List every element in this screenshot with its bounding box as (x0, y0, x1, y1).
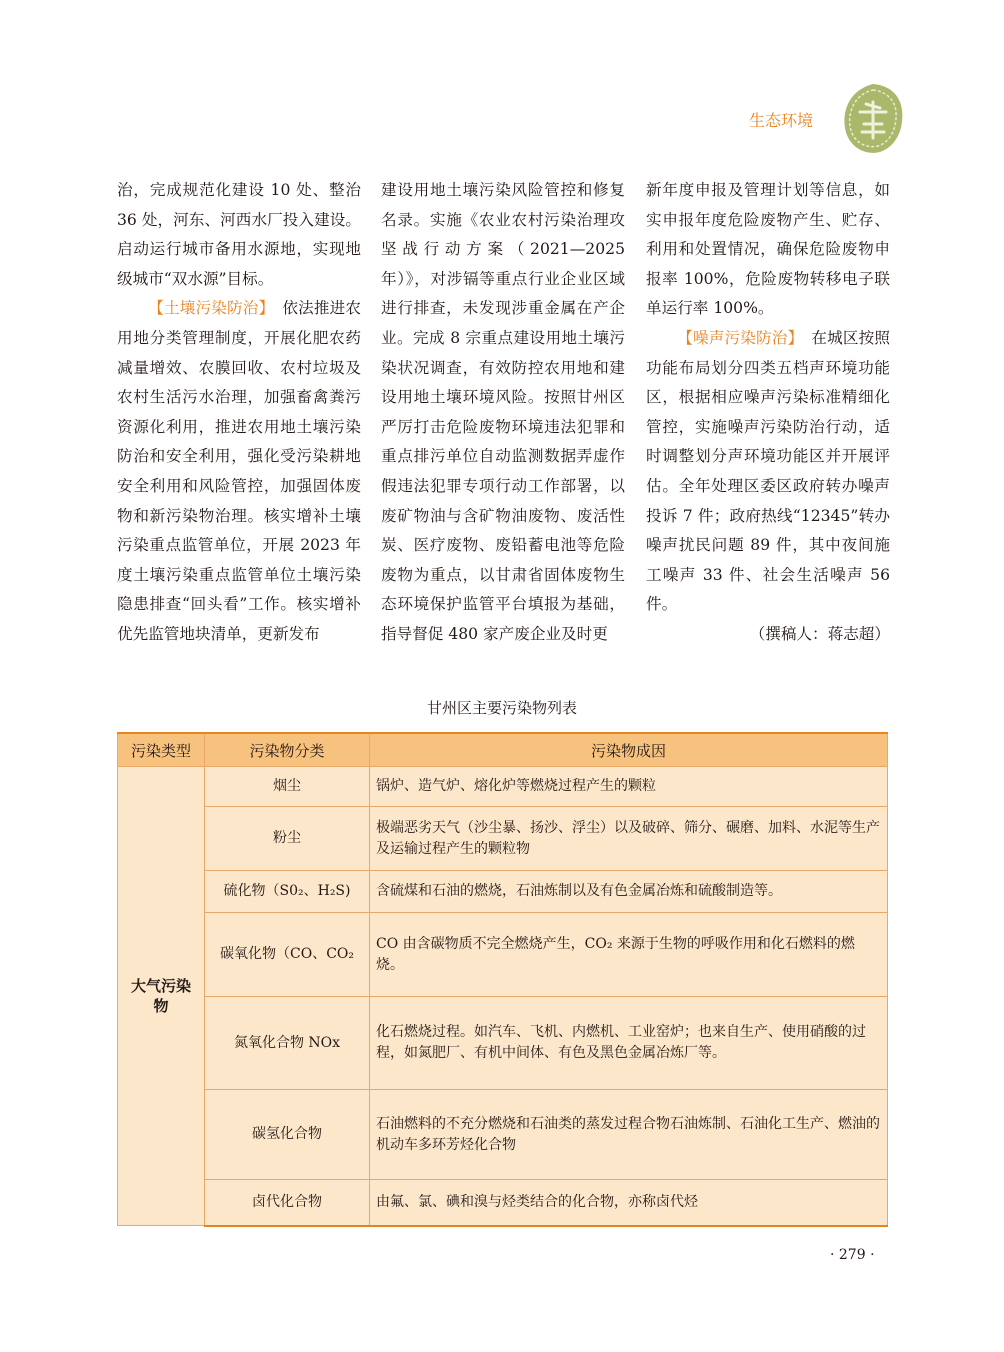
cause-cell: 由氟、氯、碘和溴与烃类结合的化合物，亦称卤代烃 (370, 1180, 888, 1226)
table-row (118, 1090, 888, 1180)
cause-cell: CO 由含碳物质不完全燃烧产生，CO₂ 来源于生物的呼吸作用和化石燃料的燃烧。 (370, 913, 888, 997)
text-column-1 (117, 176, 361, 650)
section-label: 生态环境 (749, 111, 814, 130)
subcategory-cell: 氮氧化合物 NOx (205, 997, 370, 1090)
cause-cell: 化石燃烧过程。如汽车、飞机、内燃机、工业窑炉；也来自生产、使用硝酸的过程，如氮肥厂、有机中间体、有色及黑色金属冶炼厂等。 (370, 997, 888, 1090)
paragraph-text: 在城区按照功能布局划分四类五档声环境功能区，根据相应噪声污染标准精细化管控，实施噪声污染防治行动，适时调整划分声环境功能区并开展评估。全年处理区委区政府转办噪声投诉 7 件；政府热线“12345”转办噪声扰民问题 89 件，其中夜间施工噪声 33 件、社会生活噪声 56 件。 (646, 328, 890, 614)
paragraph: 建设用地土壤污染风险管控和修复名录。实施《农业农村污染治理攻坚战行动方案（2021—2025 年）》，对涉镉等重点行业企业区域进行排查，未发现涉重金属在产企业。完成 8 宗重点建设用地土壤污染状况调查，有效防控农用地和建设用地土壤环境风险。按照甘州区严厉打击危险废物环境违法犯罪和重点排污单位自动监测数据弄虚作假违法犯罪专项行动工作部署，以废矿物油与含矿物油废物、废活性炭、医疗废物、废铅蓄电池等危险废物为重点，以甘肃省固体废物生态环境保护监管平台填报为基础，指导督促 480 家产废企业及时更 (381, 181, 625, 643)
text-column-3 (646, 176, 890, 650)
author-credit: （撰稿人：蒋志超） (749, 624, 890, 643)
table-header-row (118, 733, 888, 767)
cause-cell: 锅炉、造气炉、熔化炉等燃烧过程产生的颗粒 (370, 767, 888, 807)
paragraph (117, 294, 361, 649)
paragraph: 治，完成规范化建设 10 处、整治 36 处，河东、河西水厂投入建设。启动运行城市备用水源地，实现地级城市“双水源”目标。 (117, 181, 361, 288)
category-cell: 大气污染物 (118, 767, 205, 1226)
paragraph: 新年度申报及管理计划等信息，如实申报年度危险废物产生、贮存、利用和处置情况，确保危险废物申报率 100%，危险废物转移电子联单运行率 100%。 (646, 181, 890, 318)
seal-stamp-icon (842, 82, 904, 154)
paragraph (646, 324, 890, 620)
section-heading: 【噪声污染防治】 (677, 328, 796, 347)
subcategory-cell: 粉尘 (205, 807, 370, 871)
cause-cell: 石油燃料的不充分燃烧和石油类的蒸发过程合物石油炼制、石油化工生产、燃油的机动车多环芳烃化合物 (370, 1090, 888, 1180)
page-number: · 279 · (830, 1247, 875, 1263)
cause-cell: 极端恶劣天气（沙尘暴、扬沙、浮尘）以及破碎、筛分、碾磨、加料、水泥等生产及运输过程产生的颗粒物 (370, 807, 888, 871)
cause-cell: 含硫煤和石油的燃烧，石油炼制以及有色金属冶炼和硫酸制造等。 (370, 871, 888, 913)
text-column-2 (381, 176, 625, 650)
subcategory-cell: 碳氧化物（CO、CO₂ (205, 913, 370, 997)
column-header: 污染物分类 (205, 733, 370, 767)
table-row (118, 767, 888, 807)
table-row (118, 913, 888, 997)
table-row (118, 807, 888, 871)
subcategory-cell: 硫化物（S0₂、H₂S) (205, 871, 370, 913)
paragraph-text: 依法推进农用地分类管理制度，开展化肥农药减量增效、农膜回收、农村垃圾及农村生活污水治理，加强畜禽粪污资源化利用，推进农用地土壤污染防治和安全利用，强化受污染耕地安全利用和风险管控，加强固体废物和新污染物治理。核实增补土壤污染重点监管单位，开展 2023 年度土壤污染重点监管单位土壤污染隐患排查“回头看”工作。核实增补优先监管地块清单，更新发布 (117, 299, 361, 643)
table-title: 甘州区主要污染物列表 (426, 699, 577, 717)
subcategory-cell: 卤代化合物 (205, 1180, 370, 1226)
section-heading: 【土壤污染防治】 (148, 299, 267, 318)
subcategory-cell: 碳氢化合物 (205, 1090, 370, 1180)
subcategory-cell: 烟尘 (205, 767, 370, 807)
table-row (118, 1180, 888, 1226)
table-row (118, 871, 888, 913)
table-row (118, 997, 888, 1090)
column-header: 污染类型 (118, 733, 205, 767)
pollutant-table (117, 732, 888, 1227)
column-header: 污染物成因 (370, 733, 888, 767)
